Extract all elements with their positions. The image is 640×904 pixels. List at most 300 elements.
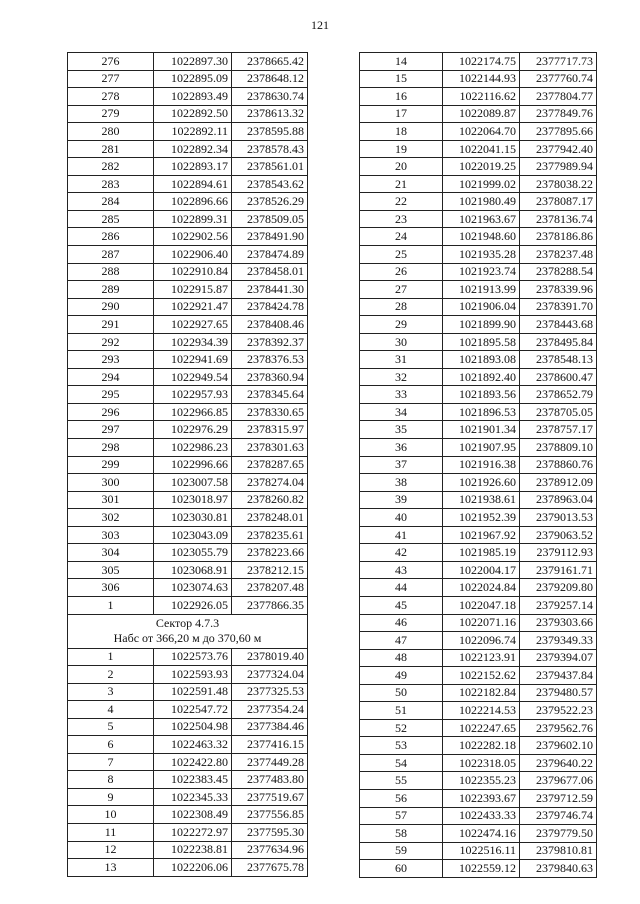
y-coordinate-cell: 2378860.76	[520, 456, 597, 474]
point-number-cell: 289	[68, 281, 154, 299]
x-coordinate-cell: 1021952.39	[443, 509, 520, 527]
point-number-cell: 20	[360, 158, 443, 176]
table-row	[68, 579, 308, 597]
table-row	[360, 421, 597, 439]
table-row	[68, 368, 308, 386]
table-row	[68, 123, 308, 141]
point-number-cell: 26	[360, 263, 443, 281]
x-coordinate-cell: 1022308.49	[154, 806, 232, 824]
y-coordinate-cell: 2379013.53	[520, 509, 597, 527]
x-coordinate-cell: 1022089.87	[443, 105, 520, 123]
table-row	[360, 526, 597, 544]
y-coordinate-cell: 2378441.30	[232, 281, 308, 299]
point-number-cell: 42	[360, 544, 443, 562]
point-number-cell: 290	[68, 298, 154, 316]
y-coordinate-cell: 2379394.07	[520, 649, 597, 667]
y-coordinate-cell: 2378963.04	[520, 491, 597, 509]
point-number-cell: 50	[360, 684, 443, 702]
point-number-cell: 299	[68, 456, 154, 474]
point-number-cell: 287	[68, 246, 154, 264]
point-number-cell: 22	[360, 193, 443, 211]
table-row	[68, 561, 308, 579]
table-row	[68, 683, 308, 701]
y-coordinate-cell: 2378376.53	[232, 351, 308, 369]
point-number-cell: 23	[360, 210, 443, 228]
x-coordinate-cell: 1021963.67	[443, 210, 520, 228]
point-number-cell: 282	[68, 158, 154, 176]
y-coordinate-cell: 2378548.13	[520, 351, 597, 369]
y-coordinate-cell: 2379480.57	[520, 684, 597, 702]
y-coordinate-cell: 2379562.76	[520, 719, 597, 737]
y-coordinate-cell: 2377595.30	[232, 823, 308, 841]
y-coordinate-cell: 2378207.48	[232, 579, 308, 597]
x-coordinate-cell: 1022071.16	[443, 614, 520, 632]
x-coordinate-cell: 1022282.18	[443, 737, 520, 755]
point-number-cell: 56	[360, 789, 443, 807]
point-number-cell: 6	[68, 736, 154, 754]
y-coordinate-cell: 2378495.84	[520, 333, 597, 351]
table-row	[360, 210, 597, 228]
table-row	[360, 754, 597, 772]
x-coordinate-cell: 1022272.97	[154, 823, 232, 841]
x-coordinate-cell: 1022892.11	[154, 123, 232, 141]
y-coordinate-cell: 2378186.86	[520, 228, 597, 246]
x-coordinate-cell: 1022004.17	[443, 561, 520, 579]
table-row	[68, 439, 308, 457]
table-row	[360, 719, 597, 737]
y-coordinate-cell: 2378330.65	[232, 403, 308, 421]
table-row	[360, 386, 597, 404]
sector-title: Сектор 4.7.3	[155, 616, 220, 630]
x-coordinate-cell: 1022433.33	[443, 807, 520, 825]
table-row	[360, 737, 597, 755]
coordinates-table-right	[359, 52, 597, 878]
y-coordinate-cell: 2378237.48	[520, 246, 597, 264]
x-coordinate-cell: 1022318.05	[443, 754, 520, 772]
table-row	[360, 246, 597, 264]
y-coordinate-cell: 2377804.77	[520, 88, 597, 106]
point-number-cell: 31	[360, 351, 443, 369]
point-number-cell: 28	[360, 298, 443, 316]
table-row	[360, 649, 597, 667]
table-row	[68, 753, 308, 771]
table-row	[360, 807, 597, 825]
table-row	[360, 702, 597, 720]
y-coordinate-cell: 2378087.17	[520, 193, 597, 211]
x-coordinate-cell: 1022906.40	[154, 246, 232, 264]
point-number-cell: 7	[68, 753, 154, 771]
x-coordinate-cell: 1023007.58	[154, 474, 232, 492]
table-row	[68, 210, 308, 228]
point-number-cell: 304	[68, 544, 154, 562]
y-coordinate-cell: 2377519.67	[232, 788, 308, 806]
table-row	[360, 193, 597, 211]
point-number-cell: 60	[360, 860, 443, 878]
point-number-cell: 298	[68, 439, 154, 457]
x-coordinate-cell: 1022096.74	[443, 632, 520, 650]
table-row	[360, 123, 597, 141]
y-coordinate-cell: 2379522.23	[520, 702, 597, 720]
y-coordinate-cell: 2378705.05	[520, 403, 597, 421]
y-coordinate-cell: 2378248.01	[232, 509, 308, 527]
table-row	[360, 579, 597, 597]
y-coordinate-cell: 2377989.94	[520, 158, 597, 176]
x-coordinate-cell: 1022547.72	[154, 701, 232, 719]
sector-header-row	[68, 614, 308, 648]
point-number-cell: 38	[360, 474, 443, 492]
x-coordinate-cell: 1021913.99	[443, 281, 520, 299]
point-number-cell: 300	[68, 474, 154, 492]
point-number-cell: 286	[68, 228, 154, 246]
x-coordinate-cell: 1022383.45	[154, 771, 232, 789]
table-row	[68, 823, 308, 841]
y-coordinate-cell: 2378315.97	[232, 421, 308, 439]
table-row	[360, 368, 597, 386]
y-coordinate-cell: 2379779.50	[520, 825, 597, 843]
y-coordinate-cell: 2378757.17	[520, 421, 597, 439]
table-row	[360, 228, 597, 246]
table-row	[360, 281, 597, 299]
table-row	[68, 316, 308, 334]
y-coordinate-cell: 2377866.35	[232, 596, 308, 614]
point-number-cell: 296	[68, 403, 154, 421]
y-coordinate-cell: 2378391.70	[520, 298, 597, 316]
y-coordinate-cell: 2377556.85	[232, 806, 308, 824]
y-coordinate-cell: 2377634.96	[232, 841, 308, 859]
y-coordinate-cell: 2379602.10	[520, 737, 597, 755]
x-coordinate-cell: 1021896.53	[443, 403, 520, 421]
x-coordinate-cell: 1022152.62	[443, 667, 520, 685]
x-coordinate-cell: 1021893.08	[443, 351, 520, 369]
x-coordinate-cell: 1022996.66	[154, 456, 232, 474]
point-number-cell: 14	[360, 53, 443, 71]
point-number-cell: 33	[360, 386, 443, 404]
x-coordinate-cell: 1022915.87	[154, 281, 232, 299]
y-coordinate-cell: 2379112.93	[520, 544, 597, 562]
point-number-cell: 1	[68, 648, 154, 666]
y-coordinate-cell: 2378339.96	[520, 281, 597, 299]
x-coordinate-cell: 1022144.93	[443, 70, 520, 88]
table-row	[68, 105, 308, 123]
y-coordinate-cell: 2378392.37	[232, 333, 308, 351]
table-row	[68, 386, 308, 404]
point-number-cell: 13	[68, 859, 154, 877]
y-coordinate-cell: 2378458.01	[232, 263, 308, 281]
coordinates-table-left	[67, 52, 308, 877]
point-number-cell: 3	[68, 683, 154, 701]
x-coordinate-cell: 1022941.69	[154, 351, 232, 369]
x-coordinate-cell: 1021899.90	[443, 316, 520, 334]
point-number-cell: 47	[360, 632, 443, 650]
table-row	[68, 421, 308, 439]
table-row	[68, 596, 308, 614]
x-coordinate-cell: 1021980.49	[443, 193, 520, 211]
y-coordinate-cell: 2378474.89	[232, 246, 308, 264]
x-coordinate-cell: 1021923.74	[443, 263, 520, 281]
table-row	[360, 772, 597, 790]
y-coordinate-cell: 2378424.78	[232, 298, 308, 316]
y-coordinate-cell: 2377895.66	[520, 123, 597, 141]
point-number-cell: 49	[360, 667, 443, 685]
table-row	[68, 246, 308, 264]
point-number-cell: 277	[68, 70, 154, 88]
y-coordinate-cell: 2377675.78	[232, 859, 308, 877]
x-coordinate-cell: 1022559.12	[443, 860, 520, 878]
table-row	[360, 667, 597, 685]
x-coordinate-cell: 1021907.95	[443, 439, 520, 457]
y-coordinate-cell: 2377849.76	[520, 105, 597, 123]
table-row	[68, 666, 308, 684]
point-number-cell: 276	[68, 53, 154, 71]
x-coordinate-cell: 1022047.18	[443, 596, 520, 614]
table-row	[68, 841, 308, 859]
point-number-cell: 10	[68, 806, 154, 824]
point-number-cell: 52	[360, 719, 443, 737]
x-coordinate-cell: 1022921.47	[154, 298, 232, 316]
x-coordinate-cell: 1021948.60	[443, 228, 520, 246]
point-number-cell: 39	[360, 491, 443, 509]
x-coordinate-cell: 1022591.48	[154, 683, 232, 701]
table-row	[68, 351, 308, 369]
point-number-cell: 32	[360, 368, 443, 386]
table-row	[360, 474, 597, 492]
table-row	[68, 88, 308, 106]
page-number: 121	[311, 18, 329, 32]
y-coordinate-cell: 2378600.47	[520, 368, 597, 386]
point-number-cell: 291	[68, 316, 154, 334]
x-coordinate-cell: 1021895.58	[443, 333, 520, 351]
x-coordinate-cell: 1023074.63	[154, 579, 232, 597]
table-row	[68, 263, 308, 281]
table-row	[360, 684, 597, 702]
point-number-cell: 35	[360, 421, 443, 439]
y-coordinate-cell: 2378223.66	[232, 544, 308, 562]
point-number-cell: 44	[360, 579, 443, 597]
table-row	[360, 456, 597, 474]
table-row	[68, 474, 308, 492]
point-number-cell: 285	[68, 210, 154, 228]
y-coordinate-cell: 2378408.46	[232, 316, 308, 334]
table-row	[360, 509, 597, 527]
y-coordinate-cell: 2378019.40	[232, 648, 308, 666]
y-coordinate-cell: 2379349.33	[520, 632, 597, 650]
y-coordinate-cell: 2378613.32	[232, 105, 308, 123]
y-coordinate-cell: 2378648.12	[232, 70, 308, 88]
x-coordinate-cell: 1022892.50	[154, 105, 232, 123]
sector-subtitle: Набс от 366,20 м до 370,60 м	[113, 631, 262, 645]
point-number-cell: 280	[68, 123, 154, 141]
table-row	[360, 158, 597, 176]
x-coordinate-cell: 1021916.38	[443, 456, 520, 474]
y-coordinate-cell: 2377384.46	[232, 718, 308, 736]
x-coordinate-cell: 1023068.91	[154, 561, 232, 579]
x-coordinate-cell: 1022894.61	[154, 175, 232, 193]
x-coordinate-cell: 1022593.93	[154, 666, 232, 684]
point-number-cell: 284	[68, 193, 154, 211]
y-coordinate-cell: 2378301.63	[232, 439, 308, 457]
table-row	[360, 263, 597, 281]
y-coordinate-cell: 2378212.15	[232, 561, 308, 579]
table-row	[68, 193, 308, 211]
y-coordinate-cell: 2378136.74	[520, 210, 597, 228]
y-coordinate-cell: 2379712.59	[520, 789, 597, 807]
table-row	[360, 351, 597, 369]
table-row	[68, 298, 308, 316]
y-coordinate-cell: 2378443.68	[520, 316, 597, 334]
point-number-cell: 46	[360, 614, 443, 632]
x-coordinate-cell: 1023043.09	[154, 526, 232, 544]
x-coordinate-cell: 1021906.04	[443, 298, 520, 316]
point-number-cell: 278	[68, 88, 154, 106]
y-coordinate-cell: 2378912.09	[520, 474, 597, 492]
point-number-cell: 295	[68, 386, 154, 404]
table-row	[360, 105, 597, 123]
x-coordinate-cell: 1022926.05	[154, 596, 232, 614]
point-number-cell: 36	[360, 439, 443, 457]
y-coordinate-cell: 2378665.42	[232, 53, 308, 71]
point-number-cell: 53	[360, 737, 443, 755]
x-coordinate-cell: 1022024.84	[443, 579, 520, 597]
table-row	[360, 860, 597, 878]
point-number-cell: 302	[68, 509, 154, 527]
x-coordinate-cell: 1022516.11	[443, 842, 520, 860]
point-number-cell: 301	[68, 491, 154, 509]
x-coordinate-cell: 1022902.56	[154, 228, 232, 246]
point-number-cell: 305	[68, 561, 154, 579]
y-coordinate-cell: 2378809.10	[520, 439, 597, 457]
point-number-cell: 9	[68, 788, 154, 806]
x-coordinate-cell: 1021967.92	[443, 526, 520, 544]
x-coordinate-cell: 1021938.61	[443, 491, 520, 509]
table-row	[360, 632, 597, 650]
x-coordinate-cell: 1022910.84	[154, 263, 232, 281]
point-number-cell: 41	[360, 526, 443, 544]
table-row	[360, 70, 597, 88]
table-row	[360, 53, 597, 71]
point-number-cell: 283	[68, 175, 154, 193]
y-coordinate-cell: 2378595.88	[232, 123, 308, 141]
x-coordinate-cell: 1022174.75	[443, 53, 520, 71]
x-coordinate-cell: 1021892.40	[443, 368, 520, 386]
x-coordinate-cell: 1022214.53	[443, 702, 520, 720]
table-row	[360, 561, 597, 579]
x-coordinate-cell: 1022893.49	[154, 88, 232, 106]
point-number-cell: 303	[68, 526, 154, 544]
point-number-cell: 51	[360, 702, 443, 720]
y-coordinate-cell: 2378274.04	[232, 474, 308, 492]
y-coordinate-cell: 2379063.52	[520, 526, 597, 544]
y-coordinate-cell: 2379810.81	[520, 842, 597, 860]
x-coordinate-cell: 1022986.23	[154, 439, 232, 457]
point-number-cell: 45	[360, 596, 443, 614]
y-coordinate-cell: 2378543.62	[232, 175, 308, 193]
x-coordinate-cell: 1022957.93	[154, 386, 232, 404]
y-coordinate-cell: 2378630.74	[232, 88, 308, 106]
point-number-cell: 297	[68, 421, 154, 439]
table-row	[68, 456, 308, 474]
point-number-cell: 25	[360, 246, 443, 264]
table-row	[360, 439, 597, 457]
y-coordinate-cell: 2377416.15	[232, 736, 308, 754]
table-row	[68, 491, 308, 509]
table-row	[68, 509, 308, 527]
table-row	[68, 544, 308, 562]
y-coordinate-cell: 2379677.06	[520, 772, 597, 790]
point-number-cell: 27	[360, 281, 443, 299]
table-row	[360, 316, 597, 334]
y-coordinate-cell: 2379209.80	[520, 579, 597, 597]
y-coordinate-cell: 2378491.90	[232, 228, 308, 246]
table-row	[68, 281, 308, 299]
point-number-cell: 11	[68, 823, 154, 841]
x-coordinate-cell: 1022927.65	[154, 316, 232, 334]
table-row	[360, 789, 597, 807]
table-row	[360, 333, 597, 351]
y-coordinate-cell: 2379257.14	[520, 596, 597, 614]
point-number-cell: 43	[360, 561, 443, 579]
y-coordinate-cell: 2379161.71	[520, 561, 597, 579]
y-coordinate-cell: 2377483.80	[232, 771, 308, 789]
x-coordinate-cell: 1022976.29	[154, 421, 232, 439]
point-number-cell: 30	[360, 333, 443, 351]
point-number-cell: 40	[360, 509, 443, 527]
point-number-cell: 17	[360, 105, 443, 123]
y-coordinate-cell: 2378288.54	[520, 263, 597, 281]
point-number-cell: 19	[360, 140, 443, 158]
sector-header	[68, 614, 308, 648]
y-coordinate-cell: 2377717.73	[520, 53, 597, 71]
x-coordinate-cell: 1022123.91	[443, 649, 520, 667]
y-coordinate-cell: 2378526.29	[232, 193, 308, 211]
y-coordinate-cell: 2378287.65	[232, 456, 308, 474]
x-coordinate-cell: 1021985.19	[443, 544, 520, 562]
table-row	[68, 736, 308, 754]
x-coordinate-cell: 1022949.54	[154, 368, 232, 386]
x-coordinate-cell: 1022895.09	[154, 70, 232, 88]
table-row	[68, 771, 308, 789]
point-number-cell: 54	[360, 754, 443, 772]
x-coordinate-cell: 1021926.60	[443, 474, 520, 492]
x-coordinate-cell: 1022897.30	[154, 53, 232, 71]
point-number-cell: 1	[68, 596, 154, 614]
x-coordinate-cell: 1023018.97	[154, 491, 232, 509]
y-coordinate-cell: 2378038.22	[520, 175, 597, 193]
y-coordinate-cell: 2379640.22	[520, 754, 597, 772]
point-number-cell: 24	[360, 228, 443, 246]
x-coordinate-cell: 1022345.33	[154, 788, 232, 806]
table-row	[360, 491, 597, 509]
y-coordinate-cell: 2378360.94	[232, 368, 308, 386]
x-coordinate-cell: 1022463.32	[154, 736, 232, 754]
x-coordinate-cell: 1022116.62	[443, 88, 520, 106]
x-coordinate-cell: 1021999.02	[443, 175, 520, 193]
point-number-cell: 58	[360, 825, 443, 843]
x-coordinate-cell: 1022238.81	[154, 841, 232, 859]
y-coordinate-cell: 2378235.61	[232, 526, 308, 544]
table-row	[360, 140, 597, 158]
x-coordinate-cell: 1022892.34	[154, 140, 232, 158]
x-coordinate-cell: 1022504.98	[154, 718, 232, 736]
table-row	[68, 333, 308, 351]
point-number-cell: 29	[360, 316, 443, 334]
point-number-cell: 2	[68, 666, 154, 684]
x-coordinate-cell: 1022247.65	[443, 719, 520, 737]
point-number-cell: 59	[360, 842, 443, 860]
point-number-cell: 57	[360, 807, 443, 825]
table-row	[360, 544, 597, 562]
table-row	[360, 403, 597, 421]
x-coordinate-cell: 1022422.80	[154, 753, 232, 771]
